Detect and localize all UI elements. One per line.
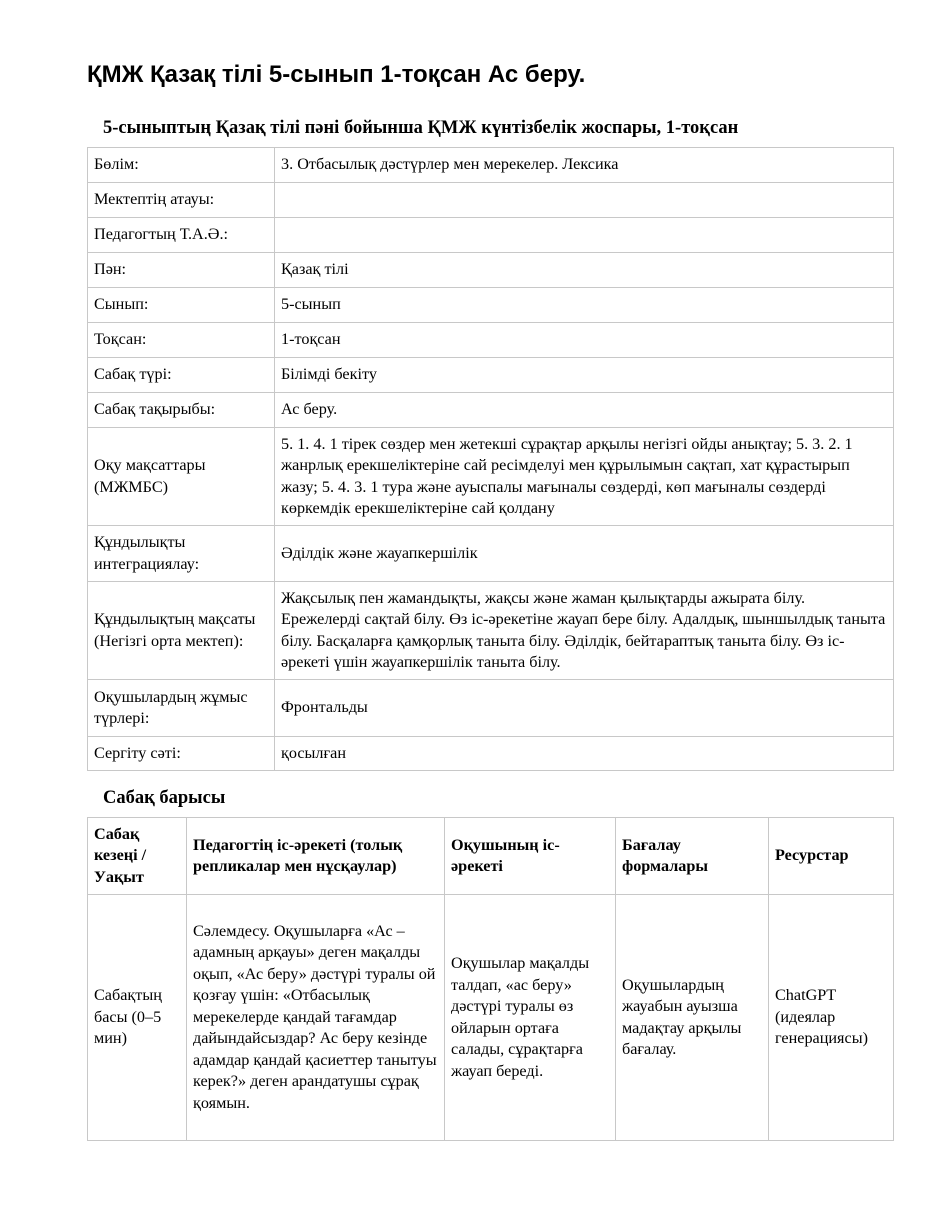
plan-row-label: Оқу мақсаттары (МЖМБС) (88, 428, 275, 526)
plan-row-learning-objectives (88, 428, 894, 526)
plan-row-value: Әділдік және жауапкершілік (275, 526, 894, 582)
plan-row-value: 3. Отбасылық дәстүрлер мен мерекелер. Лексика (275, 148, 894, 183)
lesson-progress-heading: Сабақ барысы (103, 788, 226, 808)
plan-row-value: 1-тоқсан (275, 323, 894, 358)
plan-row-value: Жақсылық пен жамандықты, жақсы және жаман қылықтарды ажырата білу. Ережелерді сақтай білу. Өз іс-әрекетіне жауап бере білу. Адалдық, шыншылдық таныта білу. Басқаларға қамқорлық таныта білу. Әділдік, бейтараптық таныта білу. Өз іс-әрекеті үшін жауапкершілік таныта білу. (275, 582, 894, 680)
plan-heading: 5-сыныптың Қазақ тілі пәні бойынша ҚМЖ күнтізбелік жоспары, 1-тоқсан (103, 118, 739, 138)
column-header-assessment: Бағалау формалары (616, 818, 769, 895)
plan-row-label: Сабақ түрі: (88, 358, 275, 393)
column-header-student-activity: Оқушының іс-әрекеті (445, 818, 616, 895)
lesson-table-row (88, 895, 894, 1141)
lesson-progress-table (87, 817, 894, 1141)
plan-row-grade (88, 288, 894, 323)
lesson-stage-cell: Сабақтың басы (0–5 мин) (88, 895, 187, 1141)
column-header-resources: Ресурстар (769, 818, 894, 895)
plan-row-value: Фронтальды (275, 680, 894, 737)
plan-row-value: Білімді бекіту (275, 358, 894, 393)
plan-row-label: Педагогтың Т.А.Ә.: (88, 218, 275, 253)
plan-row-label: Сынып: (88, 288, 275, 323)
plan-row-value (275, 218, 894, 253)
plan-row-value: Ас беру. (275, 393, 894, 428)
plan-table (87, 147, 894, 771)
plan-row-lesson-type (88, 358, 894, 393)
plan-row-label: Оқушылардың жұмыс түрлері: (88, 680, 275, 737)
plan-row-value: 5-сынып (275, 288, 894, 323)
plan-row-teacher (88, 218, 894, 253)
resources-cell: ChatGPT (идеялар генерациясы) (769, 895, 894, 1141)
plan-row-work-types (88, 680, 894, 737)
plan-row-label: Құндылықты интеграциялау: (88, 526, 275, 582)
plan-row-subject (88, 253, 894, 288)
lesson-table-header-row (88, 818, 894, 895)
plan-row-section (88, 148, 894, 183)
student-activity-cell: Оқушылар мақалды талдап, «ас беру» дәстүрі туралы өз ойларын ортаға салады, сұрақтарға жауап береді. (445, 895, 616, 1141)
column-header-teacher-activity: Педагогтің іс-әрекеті (толық репликалар мен нұсқаулар) (187, 818, 445, 895)
plan-row-value (275, 183, 894, 218)
plan-row-value: Қазақ тілі (275, 253, 894, 288)
teacher-activity-cell: Сәлемдесу. Оқушыларға «Ас – адамның арқауы» деген мақалды оқып, «Ас беру» дәстүрі туралы ой қозғау үшін: «Отбасылық мерекелерде қандай тағамдар дайындайсыздар? Ас беру кезінде адамдар қандай қасиеттер танытуы керек?» деген арандатушы сұрақ қоямын. (187, 895, 445, 1141)
plan-row-quarter (88, 323, 894, 358)
document-title: ҚМЖ Қазақ тілі 5-сынып 1-тоқсан Ас беру. (87, 61, 586, 88)
plan-row-value-integration (88, 526, 894, 582)
plan-row-label: Тоқсан: (88, 323, 275, 358)
plan-row-value-goal (88, 582, 894, 680)
plan-row-label: Сабақ тақырыбы: (88, 393, 275, 428)
plan-row-school (88, 183, 894, 218)
plan-row-lesson-topic (88, 393, 894, 428)
plan-row-label: Мектептің атауы: (88, 183, 275, 218)
assessment-cell: Оқушылардың жауабын ауызша мадақтау арқылы бағалау. (616, 895, 769, 1141)
plan-row-label: Пән: (88, 253, 275, 288)
plan-row-warmup (88, 737, 894, 771)
plan-row-label: Құндылықтың мақсаты (Негізгі орта мектеп): (88, 582, 275, 680)
plan-row-label: Сергіту сәті: (88, 737, 275, 771)
plan-row-value: 5. 1. 4. 1 тірек сөздер мен жетекші сұрақтар арқылы негізгі ойды анықтау; 5. 3. 2. 1 жанрлық ерекшеліктеріне сай ресімделуі мен құрылымын сақтап, хат құрастырып жазу; 5. 4. 3. 1 тура және ауыспалы мағыналы сөздерді, көп мағыналы сөздерді көркемдік ерекшеліктеріне сай қолдану (275, 428, 894, 526)
plan-row-value: қосылған (275, 737, 894, 771)
plan-row-label: Бөлім: (88, 148, 275, 183)
column-header-stage: Сабақ кезеңі / Уақыт (88, 818, 187, 895)
